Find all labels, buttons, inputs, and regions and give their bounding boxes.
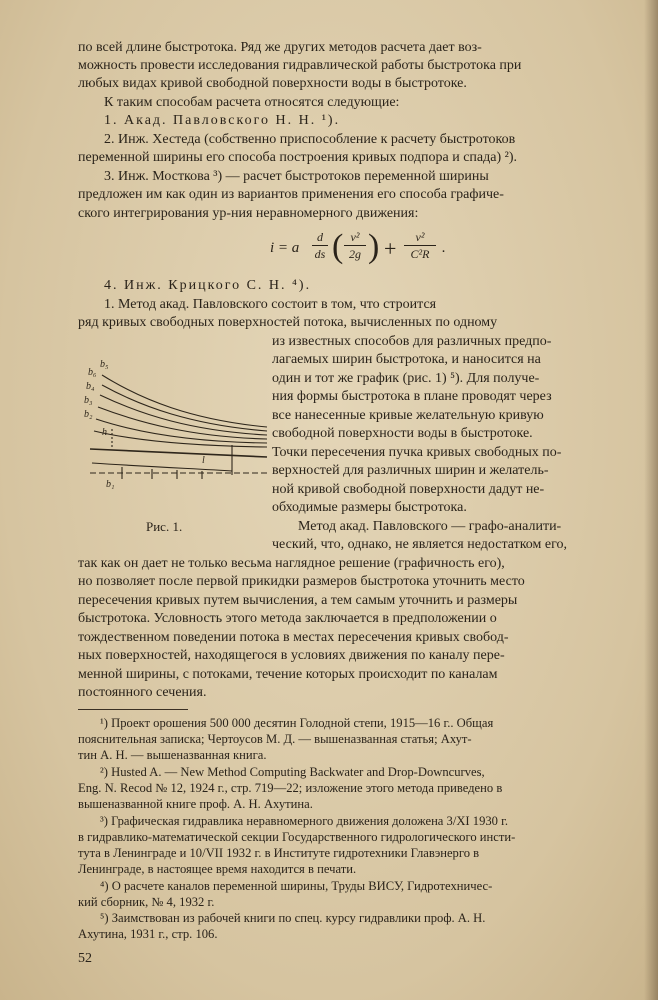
channel-bottom [90, 449, 267, 457]
text-line: свободной поверхности воды в быстротоке. [272, 426, 533, 441]
label-b6: b₆ [88, 367, 97, 378]
text-line: К таким способам расчета относятся следующие: [104, 95, 400, 110]
text-line: верхностей для различных ширин и желатель- [272, 463, 549, 478]
text-line: 3. Инж. Мосткова ³) — расчет быстротоков переменной ширины [104, 169, 489, 184]
text-line: ной кривой свободной поверхности дадут не- [272, 482, 545, 497]
friction-fraction [404, 230, 436, 261]
fraction-numerator: v² [350, 230, 360, 244]
footnote-line: ⁴) О расчете каналов переменной ширины, Труды ВИСУ, Гидротехничес- [100, 879, 493, 893]
fraction-denominator: C²R [410, 247, 430, 261]
footnote-line: ¹) Проект орошения 500 000 десятин Голодной степи, 1915—16 г.. Общая [100, 716, 494, 730]
label-l: l [202, 455, 205, 466]
label-b1: b₁ [106, 479, 115, 490]
text-line: ряд кривых свободных поверхностей потока, вычисленных по одному [78, 315, 498, 330]
text-line: тождественном поведении потока в местах пересечения кривых свобод- [78, 630, 509, 645]
derivative-fraction [312, 230, 328, 261]
text-line: любых видах кривой свободной поверхности воды в быстротоке. [78, 76, 467, 91]
equation-lhs: i = a [270, 240, 300, 256]
text-line: лагаемых ширин быстротока, и наносится на [272, 352, 541, 367]
text-line: из известных способов для различных предпо- [272, 334, 552, 349]
text-line: один и тот же график (рис. 1) ⁵). Для получе- [272, 371, 540, 386]
text-line: по всей длине быстротока. Ряд же других методов расчета дает воз- [78, 40, 482, 55]
text-line: 4. Инж. Крицкого С. Н. ⁴). [104, 278, 312, 293]
text-line: Точки пересечения пучка кривых свободных по- [272, 445, 562, 460]
label-b3: b₃ [84, 395, 93, 406]
surface-curve-b4 [100, 395, 267, 435]
footnote-line: в гидравлико-математической секции Государственного гидрологического инсти- [78, 830, 516, 844]
velocity-head-fraction [344, 230, 366, 261]
text-line: можность провести исследования гидравлической работы быстротока при [78, 58, 522, 73]
label-b2: b₂ [84, 409, 93, 420]
label-b4: b₄ [86, 381, 95, 392]
plus-sign: + [384, 236, 397, 261]
plan-curve [92, 463, 232, 471]
text-line: постоянного сечения. [78, 685, 207, 700]
figure-water-surface-curves [82, 345, 272, 510]
right-paren: ) [368, 228, 380, 265]
footnote-line: Ленинграде, в настоящее время находится в печати. [78, 862, 357, 876]
text-line: все нанесенные кривые желательную кривую [272, 408, 544, 423]
text-line: обходимые размеры быстротока. [272, 500, 467, 515]
footnote-line: ³) Графическая гидравлика неравномерного движения доложена 3/XI 1930 г. [100, 814, 509, 828]
surface-curve-b6 [102, 375, 267, 427]
equation [270, 226, 490, 272]
fraction-numerator: d [317, 230, 323, 244]
text-line: ных поверхностей, находящегося в условиях движения по каналу пере- [78, 648, 505, 663]
figure-caption: Рис. 1. [146, 519, 183, 534]
label-h: h [102, 427, 107, 438]
text-line: так как он дает не только весьма наглядное решение (графичность его), [78, 556, 505, 571]
text-line: быстротока. Условность этого метода заключается в предположении о [78, 611, 497, 626]
footnote-line: вышеназванной книге проф. А. Н. Ахутина. [78, 797, 313, 811]
fraction-denominator: 2g [349, 247, 361, 261]
equation-end: . [442, 240, 446, 256]
footnote-line: кий сборник, № 4, 1932 г. [78, 895, 215, 909]
text-line: 1. Акад. Павловского Н. Н. ¹). [104, 113, 341, 128]
footnote-line: Ахутина, 1931 г., стр. 106. [78, 927, 218, 941]
text-line: но позволяет после первой прикидки размеров быстротока уточнить место [78, 574, 525, 589]
text-line: менной ширины, с потоками, течение которых происходит по каналам [78, 667, 498, 682]
text-line: Метод акад. Павловского — графо-аналити- [298, 519, 562, 534]
footnote-line: тута в Ленинграде и 10/VII 1932 г. в Институте гидротехники Главэнерго в [78, 846, 480, 860]
footnote-line: пояснительная записка; Чертоусов М. Д. — вышеназванная статья; Ахут- [78, 732, 472, 746]
text-line: 2. Инж. Хестеда (собственно приспособление к расчету быстротоков [104, 132, 516, 147]
text-line: ского интегрирования ур-ния неравномерного движения: [78, 206, 419, 221]
fraction-denominator: ds [314, 247, 326, 261]
text-line: ния формы быстротока в плане проводят через [272, 389, 552, 404]
footnote-line: ²) Husted A. — New Method Computing Backwater and Drop-Downcurves, [100, 765, 485, 779]
text-line: пересечения кривых путем вычисления, а тем самым уточнить и размеры [78, 593, 518, 608]
label-b5: b₅ [100, 359, 109, 370]
footnote-divider [78, 709, 188, 710]
text-line: ческий, что, однако, не является недостатком его, [272, 537, 568, 552]
footnote-line: тин А. Н. — вышеназванная книга. [78, 748, 267, 762]
text-line: предложен им как один из вариантов применения его способа графиче- [78, 187, 504, 202]
page-number: 52 [78, 951, 92, 966]
fraction-numerator: v² [415, 230, 425, 244]
footnote-line: ⁵) Заимствован из рабочей книги по спец. курсу гидравлики проф. А. Н. [100, 911, 486, 925]
page-edge-shadow [644, 0, 658, 1000]
left-paren: ( [332, 228, 344, 265]
text-line: 1. Метод акад. Павловского состоит в том, что строится [104, 297, 437, 312]
text-line: переменной ширины его способа построения кривых подпора и спада) ²). [78, 150, 517, 165]
footnote-line: Eng. N. Recod № 12, 1924 г., стр. 719—22; изложение этого метода приведено в [78, 781, 503, 795]
